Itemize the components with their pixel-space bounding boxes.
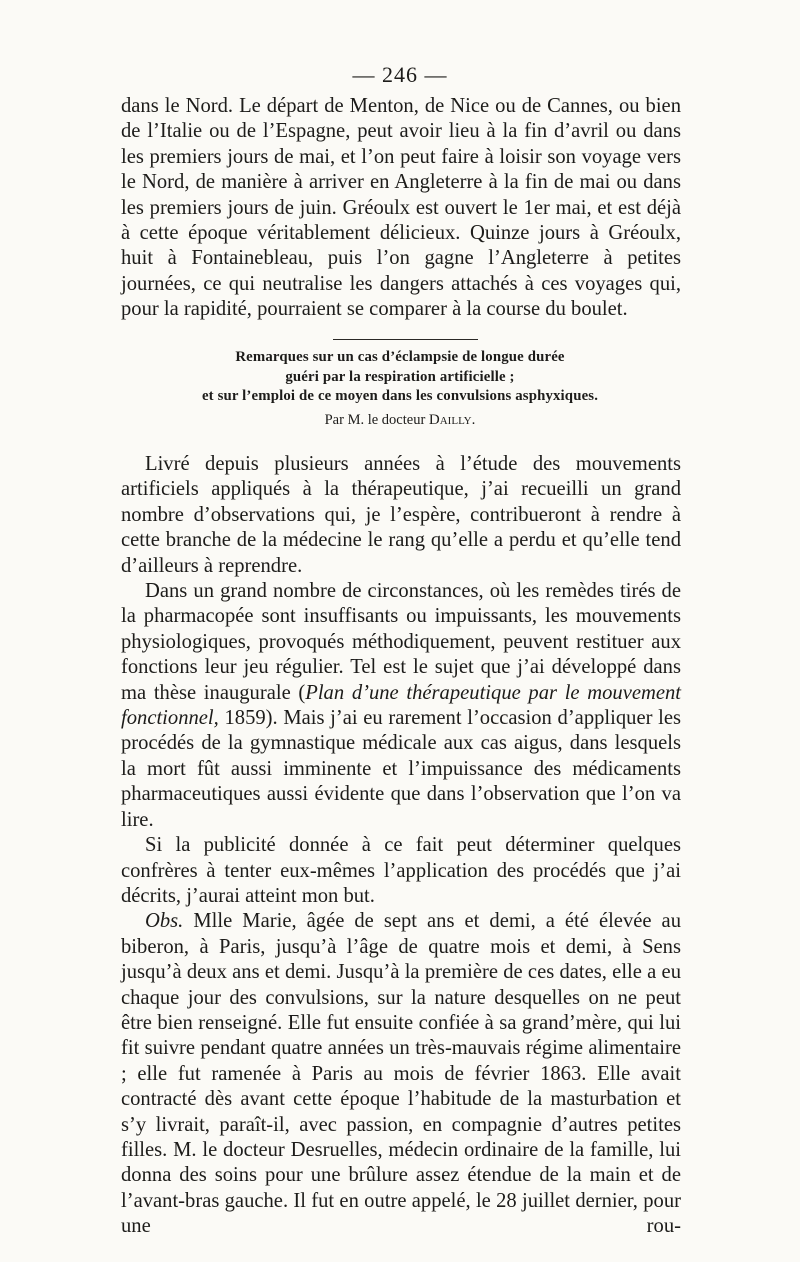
p2-text-before: Dans un grand nombre de circonstances, où les remèdes tirés de la pharmacopée sont insuffisants ou impuissants, les mouvements physiologiques, provoqués méthodiquement, peuvent restituer aux fonctions leur jeu régulier. Tel est le sujet que j’ai développé dans ma thèse inaugurale (	[121, 580, 681, 704]
title-line-1: Remarques sur un cas d’éclampsie de longue durée	[235, 349, 565, 365]
article-title	[120, 348, 680, 407]
article-byline	[0, 412, 800, 429]
page-number: — 246 —	[352, 62, 448, 87]
intro-paragraph: dans le Nord. Le départ de Menton, de Nice ou de Cannes, ou bien de l’Italie ou de l’Espagne, peut avoir lieu à la fin d’avril ou dans les premiers jours de mai, et l’on peut faire à loisir son voyage vers le Nord, de manière à arriver en Angleterre à la fin de mai ou dans les premiers jours de juin. Gréoulx est ouvert le 1er mai, et est déjà à cette époque véritablement délicieux. Quinze jours à Gréoulx, huit à Fontainebleau, puis l’on gagne l’Angleterre à petites journées, ce qui neutralise les dangers attachés à ces voyages qui, pour la rapidité, pourraient se comparer à la course du boulet.	[121, 95, 681, 321]
observation-paragraph	[121, 909, 681, 1239]
body-paragraph-1: Livré depuis plusieurs années à l’étude des mouvements artificiels appliqués à la thérapeutique, j’ai recueilli un grand nombre d’observations qui, je l’espère, contribueront à rendre à cette branche de la médecine le rang qu’elle a perdu et qu’elle tend d’ailleurs à reprendre.	[121, 453, 681, 577]
intro-text	[121, 94, 681, 323]
body-paragraph-2	[121, 579, 681, 833]
byline-prefix: Par M. le docteur	[324, 412, 426, 428]
thesis-title: Plan d’une thérapeutique par le mouvement fonctionnel,	[121, 681, 682, 730]
section-divider	[333, 339, 478, 340]
obs-text: Mlle Marie, âgée de sept ans et demi, a été élevée au biberon, à Paris, jusqu’à l’âge de quatre mois et demi, à Sens jusqu’à deux ans et demi. Jusqu’à la première de ces dates, elle a eu chaque jour des convulsions, sur la nature desquelles on ne peut être bien renseigné. Elle fut ensuite confiée à sa grand’mère, qui lui fit suivre pendant quatre années un très-mauvais régime alimentaire ; elle fut ramenée à Paris au mois de février 1863. Elle avait contracté dès avant cette époque l’habitude de la masturbation et s’y livrait, paraît-il, avec passion, en compagnie d’autres petites filles. M. le docteur Desruelles, médecin ordinaire de la famille, lui donna des soins pour une brûlure assez étendue de la main et de l’avant-bras gauche. Il fut en outre appelé, le 28 juillet dernier, pour une rou-	[121, 910, 681, 1238]
title-line-2: guéri par la respiration artificielle ;	[285, 368, 515, 385]
article-body	[121, 452, 681, 1240]
title-line-3: et sur l’emploi de ce moyen dans les convulsions asphyxiques.	[201, 388, 599, 404]
byline-author: Dailly.	[428, 412, 476, 428]
body-paragraph-3: Si la publicité donnée à ce fait peut déterminer quelques confrères à tenter eux-mêmes l’application des procédés que j’ai décrits, j’aurai atteint mon but.	[121, 834, 681, 907]
obs-label: Obs.	[145, 910, 184, 933]
p2-text-after: 1859). Mais j’ai eu rarement l’occasion d’appliquer les procédés de la gymnastique médicale aux cas aigus, dans lesquels la mort fût aussi imminente et l’impuissance des médicaments pharmaceutiques aussi évidente que dans l’observation que l’on va lire.	[121, 707, 681, 831]
